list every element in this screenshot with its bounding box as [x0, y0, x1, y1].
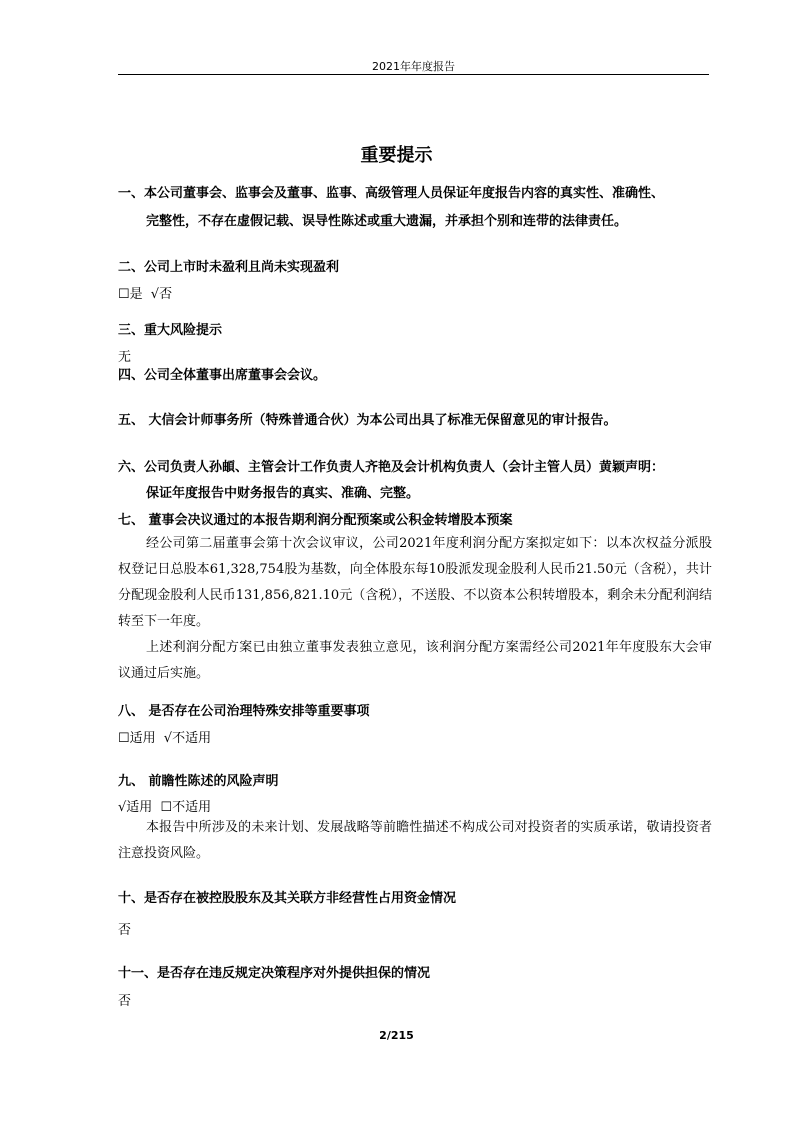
- section-4-heading: 四、公司全体董事出席董事会会议。: [118, 368, 327, 383]
- section-10-heading: 十、是否存在被控股股东及其关联方非经营性占用资金情况: [118, 891, 457, 906]
- section-9-heading: 九、 前瞻性陈述的风险声明: [118, 774, 279, 789]
- section-7-paragraph-1: 经公司第二届董事会第十次会议审议，公司2021年度利润分配方案拟定如下：以本次权益分派股权登记日总股本61,328,754股为基数，向全体股东每10股派发现金股利人民币21.50元（含税），共计分配现金股利人民币131,856,821.10元（含税），不送股、不以资本公积转增股本，剩余未分配利润结转至下一年度。: [118, 536, 712, 629]
- option-not-applicable-checked: √不适用: [163, 731, 212, 746]
- option-not-applicable-unchecked: ☐不适用: [160, 800, 212, 815]
- section-8-options: [118, 727, 215, 746]
- page-header: 2021年年度报告: [372, 60, 455, 73]
- section-5-heading: 五、 大信会计师事务所（特殊普通合伙）为本公司出具了标准无保留意见的审计报告。: [118, 413, 617, 428]
- option-applicable-unchecked: ☐适用: [118, 731, 156, 746]
- section-9-paragraph: 本报告中所涉及的未来计划、发展战略等前瞻性描述不构成公司对投资者的实质承诺，敬请投资者注意投资风险。: [118, 820, 712, 861]
- section-2-heading: 二、公司上市时未盈利且尚未实现盈利: [118, 260, 340, 275]
- option-no-checked: √否: [150, 287, 173, 302]
- section-6-line-2: 保证年度报告中财务报告的真实、准确、完整。: [146, 486, 420, 501]
- section-7-paragraph-2: 上述利润分配方案已由独立董事发表独立意见，该利润分配方案需经公司2021年年度股东大会审议通过后实施。: [118, 640, 712, 681]
- section-10-body: 否: [118, 923, 132, 938]
- option-yes-unchecked: ☐是: [118, 287, 143, 302]
- section-3-heading: 三、重大风险提示: [118, 323, 223, 338]
- section-9-options: [118, 796, 215, 815]
- section-1-line-1: 一、本公司董事会、监事会及董事、监事、高级管理人员保证年度报告内容的真实性、准确性、: [118, 186, 665, 201]
- section-7-heading: 七、 董事会决议通过的本报告期利润分配预案或公积金转增股本预案: [118, 513, 513, 528]
- page-number: 2/215: [379, 1029, 414, 1042]
- section-1-line-2: 完整性，不存在虚假记载、误导性陈述或重大遗漏，并承担个别和连带的法律责任。: [146, 214, 628, 229]
- option-applicable-checked: √适用: [118, 800, 153, 815]
- section-11-heading: 十一、是否存在违反规定决策程序对外提供担保的情况: [118, 966, 431, 981]
- section-11-body: 否: [118, 994, 132, 1009]
- section-6-line-1: 六、公司负责人孙頔、主管会计工作负责人齐艳及会计机构负责人（会计主管人员）黄颖声明：: [118, 460, 665, 475]
- header-divider: [118, 74, 709, 75]
- page-title: 重要提示: [360, 145, 433, 166]
- section-8-heading: 八、 是否存在公司治理特殊安排等重要事项: [118, 704, 370, 719]
- section-3-body: 无: [118, 350, 132, 365]
- section-2-options: [118, 283, 176, 302]
